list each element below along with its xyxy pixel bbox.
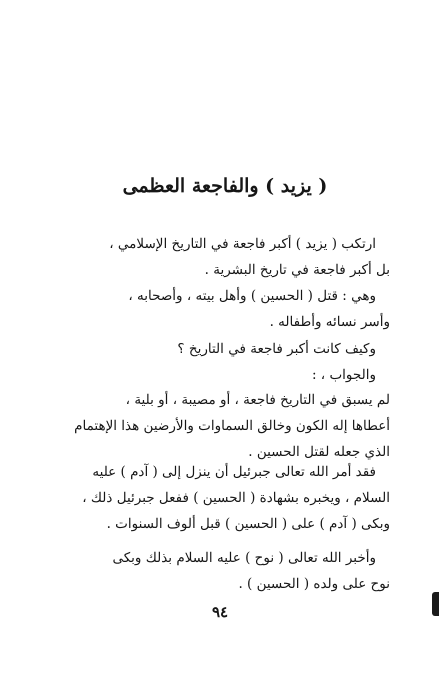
chapter-title: ( يزيد ) والفاجعة العظمى (122, 175, 328, 197)
paragraph-line: وهي : قتل ( الحسين ) وأهل بيته ، وأصحابه ، (128, 288, 376, 304)
paragraph-line: وبكى ( آدم ) على ( الحسين ) قبل ألوف السنوات . (106, 516, 390, 532)
paragraph-line: الذي جعله لقتل الحسين . (248, 444, 390, 460)
paragraph-line: نوح على ولده ( الحسين ) . (238, 576, 390, 592)
paragraph-line: وأخبر الله تعالى ( نوح ) عليه السلام بذلك وبكى (112, 550, 376, 566)
page-number: ٩٤ (211, 603, 229, 621)
paragraph-line: أعطاها إله الكون وخالق السماوات والأرضين هذا الإهتمام (74, 418, 390, 434)
paragraph-3 (44, 336, 390, 362)
paragraph-6 (44, 459, 390, 537)
paragraph-5 (44, 387, 390, 465)
paragraph-line: فقد أمر الله تعالى جبرئيل أن ينزل إلى ( آدم ) عليه (92, 464, 376, 480)
paragraph-line: السلام ، ويخبره بشهادة ( الحسين ) ففعل جبرئيل ذلك ، (82, 490, 390, 506)
paragraph-line: والجواب ، : (311, 367, 376, 383)
paragraph-2 (44, 283, 390, 335)
paragraph-line: وأسر نسائه وأطفاله . (269, 314, 390, 330)
page-edge-mark (432, 592, 439, 616)
paragraph-7 (44, 545, 390, 597)
paragraph-line: وكيف كانت أكبر فاجعة في التاريخ ؟ (177, 341, 376, 357)
paragraph-4 (44, 362, 390, 388)
paragraph-line: ارتكب ( يزيد ) أكبر فاجعة في التاريخ الإسلامي ، (109, 236, 376, 252)
paragraph-line: بل أكبر فاجعة في تاريخ البشرية . (204, 262, 390, 278)
paragraph-line: لم يسبق في التاريخ فاجعة ، أو مصيبة ، أو بلية ، (125, 392, 390, 408)
paragraph-1 (44, 231, 390, 283)
